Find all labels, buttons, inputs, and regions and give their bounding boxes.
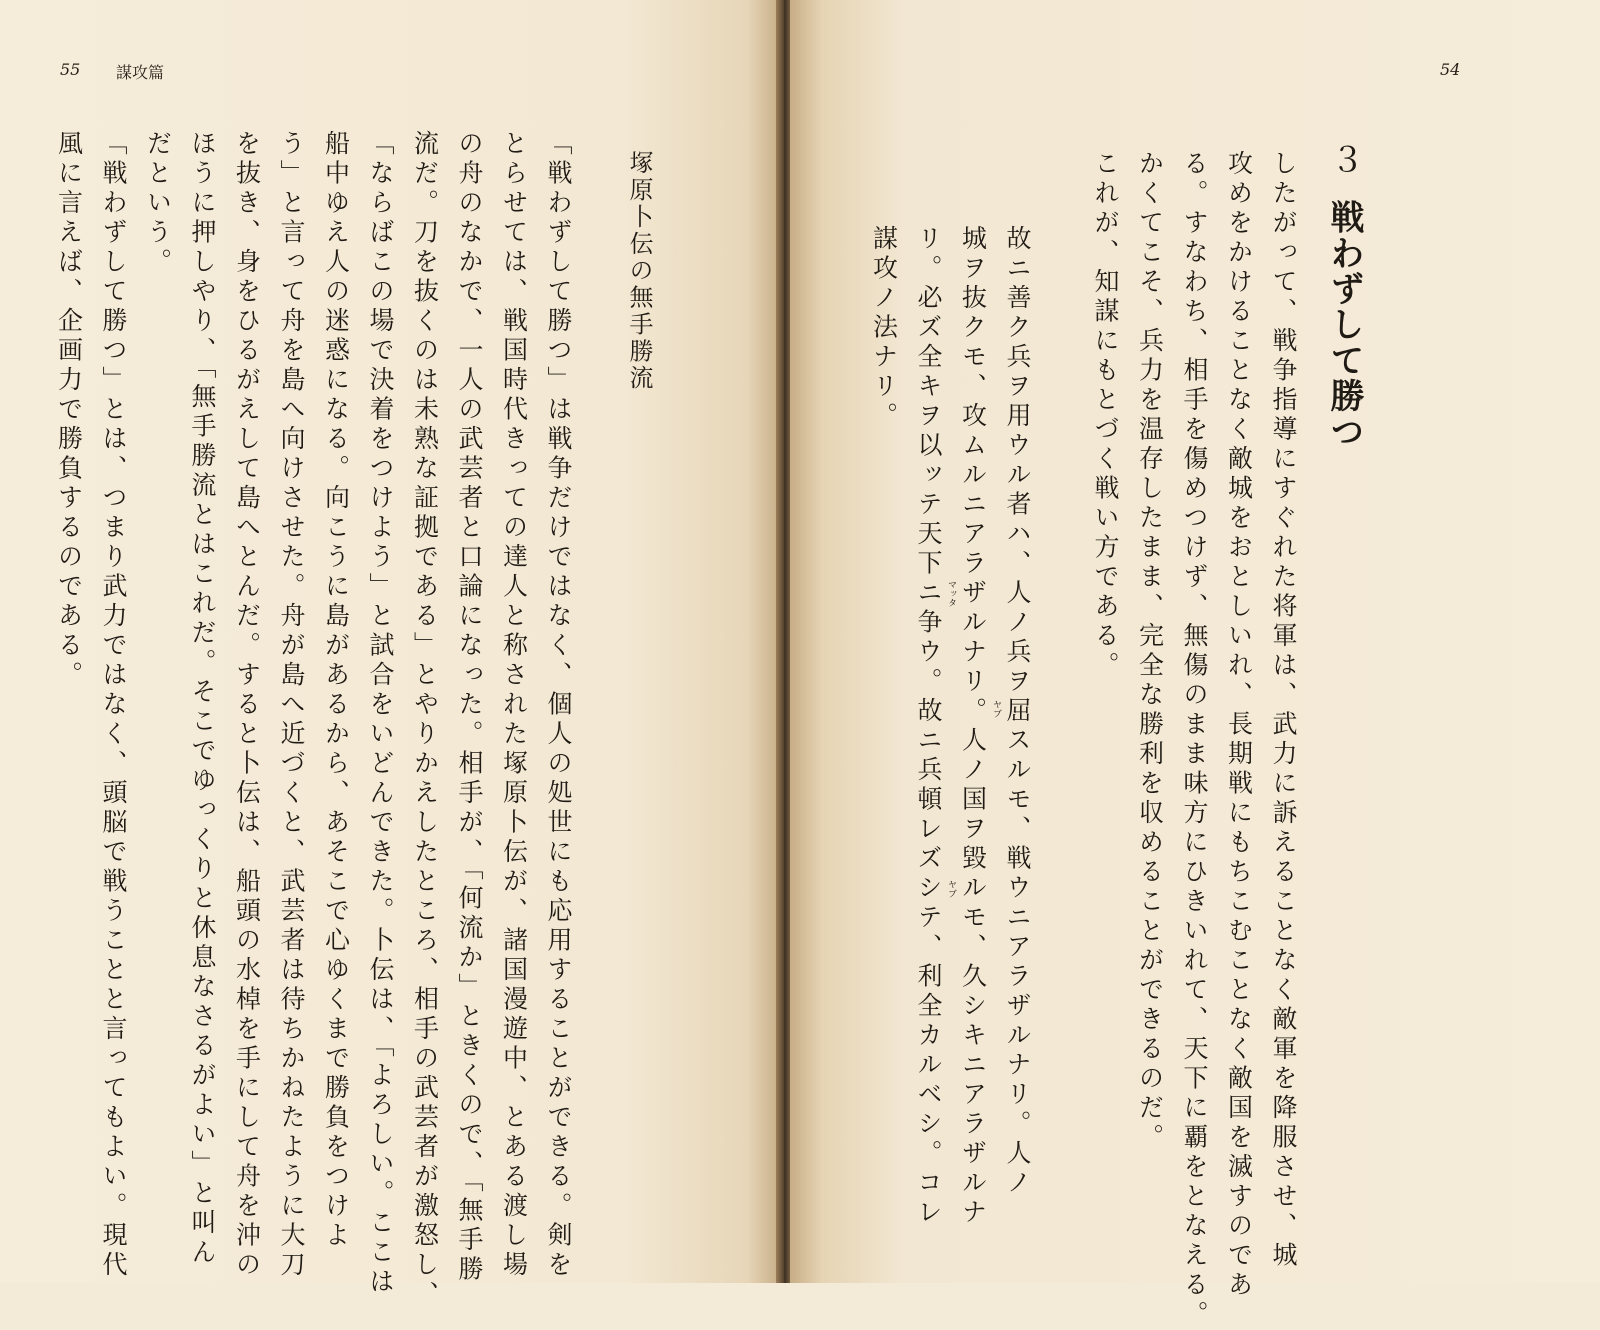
text-line: これが、知謀にもとづく戦い方である。 bbox=[1091, 150, 1120, 681]
text-line: 「ならばこの場で決着をつけよう」と試合をいどんできた。卜伝は、「よろしい。ここは bbox=[366, 130, 395, 1298]
quote-line: リ。必ズ全キヲ以ッテ天下ニ争ウ。故ニ兵頓レズシテ、利全カルベシ。コレ bbox=[914, 225, 943, 1228]
right-page bbox=[790, 0, 1600, 1330]
page-number-right: 54 bbox=[1440, 60, 1461, 79]
left-page bbox=[0, 0, 778, 1310]
text-line: したがって、戦争指導にすぐれた将軍は、武力に訴えることなく敵軍を降服させ、城 bbox=[1269, 150, 1298, 1271]
text-line: 風に言えば、企画力で勝負するのである。 bbox=[54, 130, 84, 691]
section-heading bbox=[1320, 142, 1369, 450]
quote-line: 城ヲ抜クモ、攻ムルニアラザルナリ。人ノ国ヲ毀ルモ、久シキニアラザルナ bbox=[958, 225, 988, 1228]
left-body-text bbox=[54, 130, 580, 1310]
text-line: 攻めをかけることなく敵城をおとしいれ、長期戦にもちこむことなく敵国を滅すのであ bbox=[1224, 150, 1254, 1301]
quote-line: 謀攻ノ法ナリ。 bbox=[869, 225, 899, 432]
right-body-text bbox=[1080, 150, 1305, 1330]
section-title: 戦わずして勝つ bbox=[1324, 199, 1364, 450]
ruby-reading: マッタ bbox=[946, 580, 956, 607]
ruby-reading: ヤブ bbox=[991, 700, 1001, 718]
section-number: ３ bbox=[1324, 142, 1364, 178]
text-line: かくてこそ、兵力を温存したまま、完全な勝利を収めることができるのだ。 bbox=[1135, 150, 1165, 1153]
text-line: ほうに押しやり、「無手勝流とはこれだ。そこでゆっくりと休息なさるがよい」と叫ん bbox=[188, 130, 217, 1268]
text-line: 「戦わずして勝つ」は戦争だけではなく、個人の処世にも応用することができる。剣を bbox=[544, 130, 573, 1281]
quote-line: 故ニ善ク兵ヲ用ウル者ハ、人ノ兵ヲ屈スルモ、戦ウニアラザルナリ。人ノ bbox=[1003, 225, 1032, 1199]
ruby-reading: ヤブ bbox=[946, 880, 956, 898]
text-line: を抜き、身をひるがえして島へとんだ。すると卜伝は、船頭の水棹を手にして舟を沖の bbox=[232, 130, 262, 1281]
running-head: 謀攻篇 bbox=[116, 63, 165, 82]
subheading: 塚原卜伝の無手勝流 bbox=[625, 150, 653, 392]
text-line: 流だ。刀を抜くのは未熟な証拠である」とやりかえしたところ、相手の武芸者が激怒し、 bbox=[410, 130, 440, 1310]
text-line: とらせては、戦国時代きっての達人と称された塚原卜伝が、諸国漫遊中、とある渡し場 bbox=[499, 130, 529, 1281]
text-line: る。すなわち、相手を傷めつけず、無傷のまま味方にひきいれて、天下に覇をとなえる。 bbox=[1180, 150, 1209, 1330]
text-line: だという。 bbox=[143, 130, 173, 278]
text-line: う」と言って舟を島へ向けさせた。舟が島へ近づくと、武芸者は待ちかねたように大刀 bbox=[277, 130, 306, 1281]
page-number-left: 55 bbox=[60, 60, 81, 79]
text-line: 船中ゆえ人の迷惑になる。向こうに島があるから、あそこで心ゆくまで勝負をつけよ bbox=[321, 130, 351, 1251]
classical-quote bbox=[854, 225, 1039, 1228]
text-line: の舟のなかで、一人の武芸者と口論になった。相手が、「何流か」ときくので、「無手勝 bbox=[455, 130, 484, 1285]
text-line: 「戦わずして勝つ」とは、つまり武力ではなく、頭脳で戦うことと言ってもよい。現代 bbox=[99, 130, 128, 1281]
